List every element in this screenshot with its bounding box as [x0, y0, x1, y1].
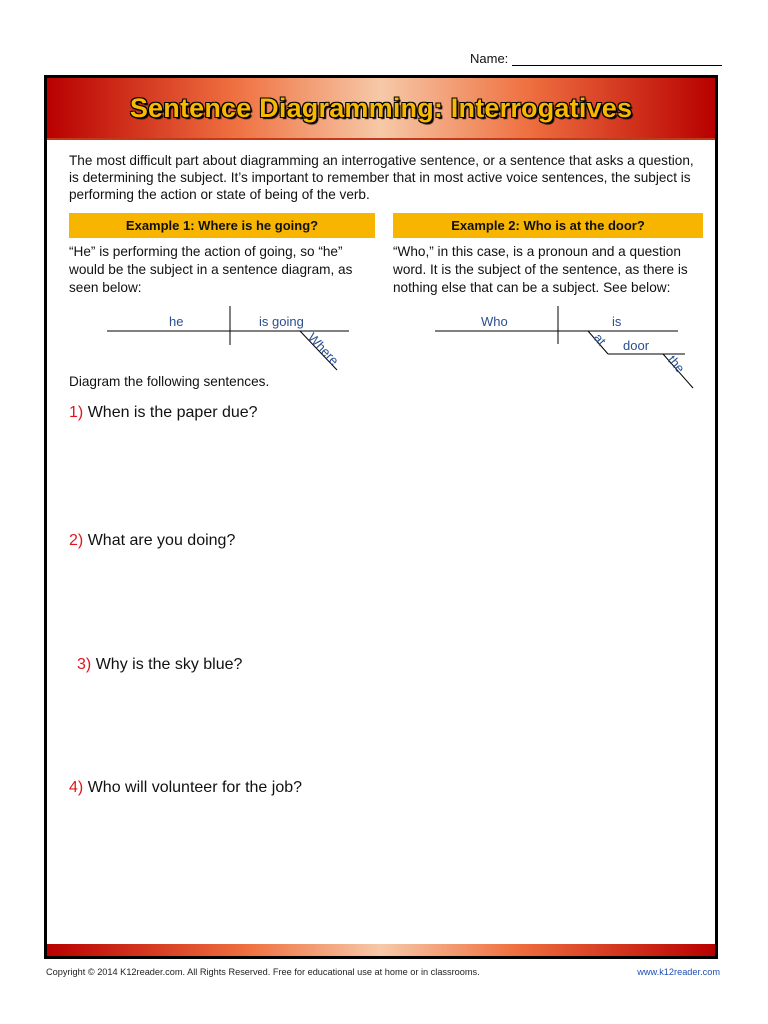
instruction-text: Diagram the following sentences.: [69, 374, 270, 389]
intro-paragraph: The most difficult part about diagramming an interrogative sentence, or a sentence that asks a question, is determining the subject. It’s important to remember that in most active voice sentences, the subject is performing the action or state of being of the verb.: [69, 153, 694, 202]
diagram-preposition: at: [590, 330, 610, 349]
diagram-object: door: [623, 338, 650, 353]
name-field[interactable]: [470, 48, 722, 66]
question-1: [69, 404, 258, 422]
name-blank-line[interactable]: [512, 53, 722, 66]
question-text: What are you doing?: [87, 532, 236, 549]
question-2: [69, 532, 235, 550]
diagram-subject: Who: [481, 314, 508, 329]
example-1-diagram: [107, 298, 357, 378]
diagram-modifier: Where: [304, 329, 342, 369]
question-3: [77, 656, 242, 674]
question-number: 4): [69, 779, 84, 796]
example-1-text: “He” is performing the action of going, so “he” would be the subject in a sentence diagram, as seen below:: [69, 244, 353, 295]
website-link[interactable]: www.k12reader.com: [637, 967, 720, 977]
diagram-article: the: [664, 352, 688, 376]
diagram-verb: is going: [259, 314, 304, 329]
worksheet-frame: [44, 75, 718, 959]
question-number: 2): [69, 532, 84, 549]
question-number: 3): [77, 656, 92, 673]
example-2-diagram: [435, 298, 688, 388]
question-text: When is the paper due?: [87, 404, 258, 421]
diagram-subject: he: [169, 314, 184, 329]
question-4: [69, 779, 302, 797]
diagram-verb: is: [612, 314, 622, 329]
name-label: Name:: [470, 51, 509, 66]
page-title: Sentence Diagramming: Interrogatives: [129, 92, 633, 123]
title-band: [47, 78, 715, 138]
question-number: 1): [69, 404, 84, 421]
example-2-heading: Example 2: Who is at the door?: [393, 213, 703, 238]
title-divider: [47, 138, 715, 140]
question-text: Who will volunteer for the job?: [87, 779, 303, 796]
example-1-heading: Example 1: Where is he going?: [69, 213, 375, 238]
copyright-text: Copyright © 2014 K12reader.com. All Rights Reserved. Free for educational use at home or in classrooms.: [46, 967, 480, 977]
bottom-band: [47, 944, 715, 956]
question-text: Why is the sky blue?: [95, 656, 243, 673]
example-2-text: “Who,” in this case, is a pronoun and a question word. It is the subject of the sentence, as there is nothing else that can be a subject. See below:: [393, 244, 688, 295]
